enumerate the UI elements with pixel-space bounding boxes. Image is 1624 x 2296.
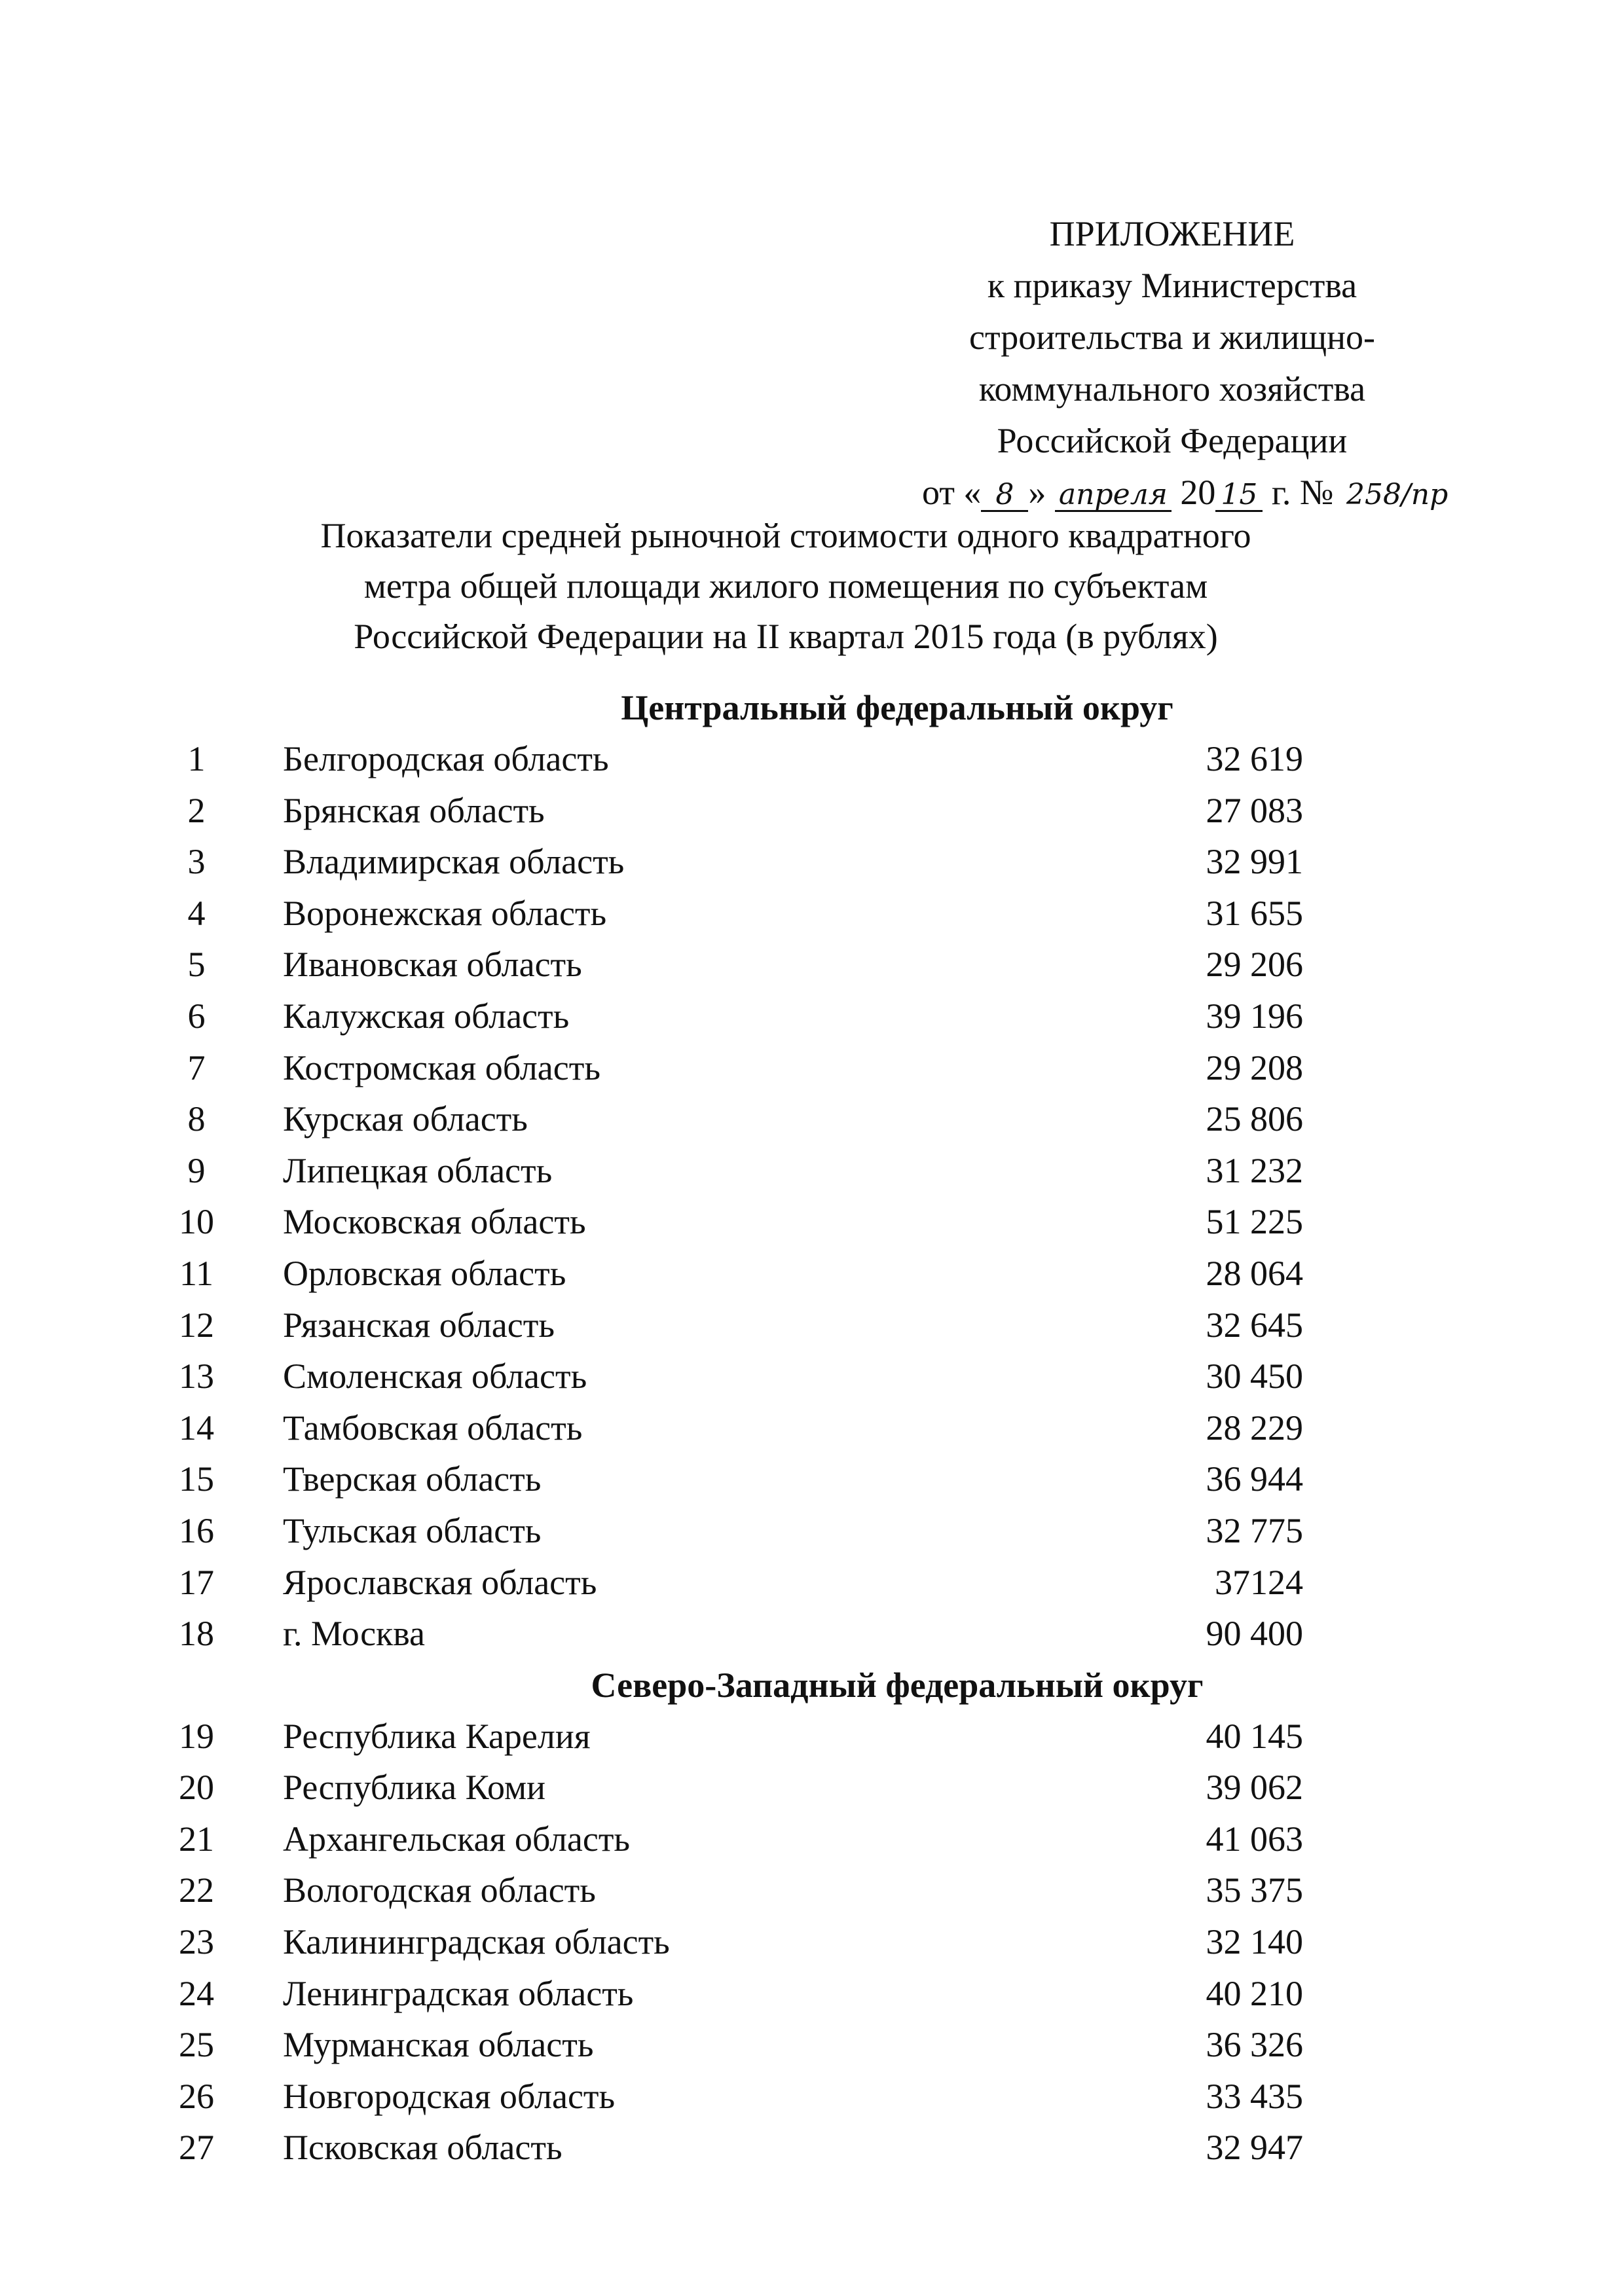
table-row: [0, 2122, 1624, 2174]
table-row: [0, 1762, 1624, 1813]
table-row: [0, 939, 1624, 991]
row-number: 2: [187, 790, 206, 830]
row-number: 4: [187, 893, 206, 933]
appendix-line-2: строительства и жилищно-: [969, 318, 1375, 357]
title-line-2: метра общей площади жилого помещения по субъектам: [363, 566, 1208, 606]
row-number: 10: [179, 1202, 214, 1242]
table-row: [0, 1402, 1624, 1454]
row-number: 21: [179, 1819, 214, 1859]
table-row: [0, 1196, 1624, 1248]
region-name: Тамбовская область: [283, 1408, 583, 1448]
price-value: 31 232: [1206, 1150, 1303, 1190]
date-year-prefix: 20: [1180, 473, 1216, 512]
handwritten-day: 8: [981, 480, 1028, 512]
date-mid: »: [1028, 473, 1046, 512]
table-row: [0, 1813, 1624, 1865]
price-value: 25 806: [1206, 1099, 1303, 1139]
row-number: 8: [187, 1099, 206, 1139]
row-number: 9: [187, 1150, 206, 1190]
region-name: Республика Коми: [283, 1768, 546, 1808]
district-heading: Центральный федеральный округ: [621, 688, 1173, 727]
row-number: 13: [179, 1357, 214, 1396]
table-row: [0, 1711, 1624, 1762]
region-name: Мурманская область: [283, 2025, 594, 2065]
table-row: [0, 1093, 1624, 1145]
row-number: 1: [187, 739, 206, 778]
region-name: Курская область: [283, 1099, 528, 1139]
region-name: Белгородская область: [283, 739, 609, 778]
appendix-line-1: к приказу Министерства: [987, 266, 1357, 305]
table-row: [0, 1453, 1624, 1505]
price-value: 90 400: [1206, 1614, 1303, 1654]
price-value: 41 063: [1206, 1819, 1303, 1859]
row-number: 15: [179, 1459, 214, 1499]
row-number: 26: [179, 2076, 214, 2116]
table-row: [0, 2019, 1624, 2071]
table-row: [0, 1505, 1624, 1557]
row-number: 7: [187, 1048, 206, 1087]
row-number: 16: [179, 1510, 214, 1550]
price-value: 32 947: [1206, 2128, 1303, 2168]
region-name: Рязанская область: [283, 1305, 555, 1345]
region-name: Архангельская область: [283, 1819, 631, 1859]
price-value: 37124: [1215, 1562, 1303, 1602]
district-heading: Северо-Западный федеральный округ: [591, 1665, 1204, 1705]
price-value: 32 991: [1206, 842, 1303, 882]
document-title: [249, 511, 1323, 662]
row-number: 20: [179, 1768, 214, 1808]
row-number: 25: [179, 2025, 214, 2065]
price-value: 29 206: [1206, 945, 1303, 985]
appendix-line-3: коммунального хозяйства: [978, 369, 1366, 409]
row-number: 18: [179, 1614, 214, 1654]
appendix-block: [871, 208, 1473, 519]
region-name: Ярославская область: [283, 1562, 597, 1602]
price-value: 32 140: [1206, 1922, 1303, 1962]
price-value: 32 619: [1206, 739, 1303, 778]
region-name: Воронежская область: [283, 893, 607, 933]
price-value: 32 645: [1206, 1305, 1303, 1345]
price-value: 27 083: [1206, 790, 1303, 830]
region-name: Калининградская область: [283, 1922, 670, 1962]
table-row: [0, 1042, 1624, 1094]
price-value: 33 435: [1206, 2076, 1303, 2116]
price-value: 30 450: [1206, 1357, 1303, 1396]
row-number: 12: [179, 1305, 214, 1345]
table-row: [0, 991, 1624, 1042]
table-row: [0, 1300, 1624, 1351]
table-row: [0, 733, 1624, 785]
region-name: Костромская область: [283, 1048, 600, 1087]
price-table: [0, 682, 1624, 2174]
region-name: Московская область: [283, 1202, 586, 1242]
table-row: [0, 888, 1624, 939]
price-value: 35 375: [1206, 1870, 1303, 1910]
region-name: Республика Карелия: [283, 1716, 591, 1756]
table-row: [0, 836, 1624, 888]
table-row: [0, 1351, 1624, 1402]
row-number: 17: [179, 1562, 214, 1602]
region-name: Ивановская область: [283, 945, 582, 985]
date-prefix: от «: [922, 473, 982, 512]
price-value: 31 655: [1206, 893, 1303, 933]
price-value: 40 210: [1206, 1973, 1303, 2013]
region-name: Орловская область: [283, 1253, 566, 1293]
row-number: 19: [179, 1716, 214, 1756]
row-number: 11: [179, 1253, 213, 1293]
region-name: Тульская область: [283, 1510, 542, 1550]
table-row: [0, 1968, 1624, 2020]
price-value: 36 326: [1206, 2025, 1303, 2065]
row-number: 6: [187, 996, 206, 1036]
region-name: Псковская область: [283, 2128, 563, 2168]
region-name: Ленинградская область: [283, 1973, 634, 2013]
price-value: 32 775: [1206, 1510, 1303, 1550]
row-number: 23: [179, 1922, 214, 1962]
date-number-prefix: г. №: [1271, 473, 1334, 512]
row-number: 14: [179, 1408, 214, 1448]
region-name: Брянская область: [283, 790, 545, 830]
table-row: [0, 2071, 1624, 2123]
title-line-1: Показатели средней рыночной стоимости одного квадратного: [320, 516, 1251, 555]
row-number: 24: [179, 1973, 214, 2013]
table-row: [0, 1145, 1624, 1197]
row-number: 3: [187, 842, 206, 882]
price-value: 28 064: [1206, 1253, 1303, 1293]
handwritten-month: апреля: [1055, 480, 1172, 512]
price-value: 40 145: [1206, 1716, 1303, 1756]
table-row: [0, 1557, 1624, 1609]
table-row: [0, 1248, 1624, 1300]
price-value: 39 196: [1206, 996, 1303, 1036]
region-name: Владимирская область: [283, 842, 625, 882]
row-number: 27: [179, 2128, 214, 2168]
price-value: 36 944: [1206, 1459, 1303, 1499]
region-name: Калужская область: [283, 996, 570, 1036]
handwritten-order-number: 258/пр: [1346, 478, 1449, 511]
price-value: 51 225: [1206, 1202, 1303, 1242]
handwritten-year: 15: [1215, 480, 1263, 512]
region-name: Смоленская область: [283, 1357, 587, 1396]
region-name: Вологодская область: [283, 1870, 596, 1910]
table-row: [0, 1916, 1624, 1968]
title-line-3: Российской Федерации на II квартал 2015 года (в рублях): [354, 617, 1218, 656]
region-name: Липецкая область: [283, 1150, 553, 1190]
price-value: 29 208: [1206, 1048, 1303, 1087]
appendix-title: ПРИЛОЖЕНИЕ: [1049, 214, 1295, 253]
row-number: 22: [179, 1870, 214, 1910]
region-name: Новгородская область: [283, 2076, 616, 2116]
region-name: г. Москва: [283, 1614, 426, 1654]
table-row: [0, 1608, 1624, 1660]
price-value: 28 229: [1206, 1408, 1303, 1448]
row-number: 5: [187, 945, 206, 985]
table-row: [0, 1865, 1624, 1916]
price-value: 39 062: [1206, 1768, 1303, 1808]
appendix-line-4: Российской Федерации: [997, 421, 1348, 460]
region-name: Тверская область: [283, 1459, 542, 1499]
table-row: [0, 785, 1624, 837]
